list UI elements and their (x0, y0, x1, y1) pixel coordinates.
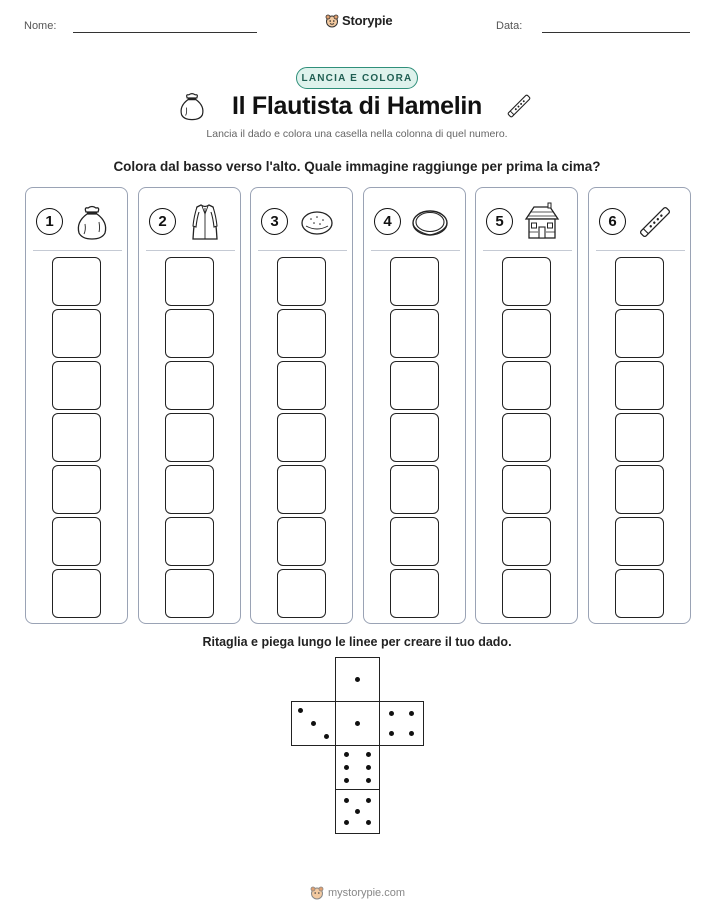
dice-pip (409, 711, 414, 716)
column-header (36, 202, 121, 242)
column-header (374, 202, 459, 242)
color-box[interactable] (502, 413, 551, 462)
dice-pip (366, 820, 371, 825)
dice-pip (344, 765, 349, 770)
color-box[interactable] (277, 413, 326, 462)
date-label: Data: (496, 20, 523, 32)
color-box[interactable] (502, 257, 551, 306)
column-6 (588, 187, 691, 624)
color-box[interactable] (502, 569, 551, 618)
storypie-mascot-icon (310, 886, 324, 900)
coin-icon (410, 202, 450, 242)
color-box[interactable] (165, 569, 214, 618)
color-box[interactable] (390, 465, 439, 514)
dice-pip (366, 778, 371, 783)
column-divider (371, 250, 460, 251)
robe-icon (185, 202, 225, 242)
dice-pip (344, 820, 349, 825)
dice-pip (355, 809, 360, 814)
column-header (149, 202, 234, 242)
column-4 (363, 187, 466, 624)
date-line (542, 32, 690, 33)
column-divider (596, 250, 685, 251)
color-box[interactable] (277, 465, 326, 514)
color-box[interactable] (52, 309, 101, 358)
dice-pip (344, 798, 349, 803)
storypie-mascot-icon (325, 14, 339, 28)
color-box[interactable] (390, 361, 439, 410)
dice-pip (324, 734, 329, 739)
column-5 (475, 187, 578, 624)
name-line (73, 32, 257, 33)
brand-name: Storypie (342, 13, 393, 28)
color-box[interactable] (502, 361, 551, 410)
column-3 (250, 187, 353, 624)
column-number: 3 (261, 208, 288, 235)
color-box[interactable] (52, 517, 101, 566)
footer-url: mystorypie.com (328, 887, 406, 899)
color-box[interactable] (165, 413, 214, 462)
color-box[interactable] (390, 569, 439, 618)
color-box[interactable] (615, 465, 664, 514)
column-1 (25, 187, 128, 624)
dice-pip (366, 765, 371, 770)
dice-pip (311, 721, 316, 726)
column-number: 4 (374, 208, 401, 235)
color-box[interactable] (615, 309, 664, 358)
color-box[interactable] (615, 569, 664, 618)
color-box[interactable] (52, 257, 101, 306)
dice-face-4 (379, 701, 424, 746)
color-box[interactable] (390, 413, 439, 462)
color-box[interactable] (165, 309, 214, 358)
page-title: Il Flautista di Hamelin (231, 92, 483, 120)
dice-instruction: Ritaglia e piega lungo le linee per creare il tuo dado. (202, 635, 512, 649)
brand-logo (325, 13, 392, 28)
subtitle: Lancia il dado e colora una casella nella colonna di quel numero. (206, 128, 508, 140)
column-header (261, 202, 346, 242)
dice-pip (344, 752, 349, 757)
column-header (486, 202, 571, 242)
dice-pip (355, 677, 360, 682)
color-box[interactable] (390, 257, 439, 306)
flute-icon (635, 202, 675, 242)
color-box[interactable] (52, 465, 101, 514)
house-icon (522, 202, 562, 242)
column-number: 1 (36, 208, 63, 235)
color-box[interactable] (615, 257, 664, 306)
column-header (599, 202, 684, 242)
column-number: 2 (149, 208, 176, 235)
activity-badge: LANCIA E COLORA (296, 67, 418, 89)
column-number: 5 (486, 208, 513, 235)
column-2 (138, 187, 241, 624)
question-text: Colora dal basso verso l'alto. Quale immagine raggiunge per prima la cima? (113, 159, 601, 174)
flute-icon (504, 90, 534, 122)
bread-icon (297, 202, 337, 242)
color-box[interactable] (502, 465, 551, 514)
dice-pip (344, 778, 349, 783)
color-box[interactable] (277, 517, 326, 566)
dice-face-1 (335, 701, 380, 746)
dice-face-1 (335, 657, 380, 702)
color-box[interactable] (165, 361, 214, 410)
dice-pip (389, 711, 394, 716)
dice-face-6 (335, 745, 380, 790)
column-number: 6 (599, 208, 626, 235)
color-box[interactable] (52, 569, 101, 618)
column-divider (146, 250, 235, 251)
dice-pip (366, 798, 371, 803)
color-box[interactable] (390, 517, 439, 566)
color-box[interactable] (52, 361, 101, 410)
color-box[interactable] (502, 309, 551, 358)
column-divider (33, 250, 122, 251)
name-label: Nome: (24, 20, 57, 32)
color-box[interactable] (52, 413, 101, 462)
dice-pip (409, 731, 414, 736)
color-box[interactable] (165, 465, 214, 514)
color-box[interactable] (615, 517, 664, 566)
dice-face-3 (291, 701, 336, 746)
color-box[interactable] (502, 517, 551, 566)
dice-pip (366, 752, 371, 757)
dice-pip (389, 731, 394, 736)
color-box[interactable] (615, 413, 664, 462)
column-divider (258, 250, 347, 251)
dice-pip (355, 721, 360, 726)
sack-icon (72, 202, 112, 242)
color-box[interactable] (165, 257, 214, 306)
dice-pip (298, 708, 303, 713)
color-box[interactable] (277, 309, 326, 358)
column-divider (483, 250, 572, 251)
color-box[interactable] (277, 257, 326, 306)
color-box[interactable] (390, 309, 439, 358)
footer (310, 886, 405, 900)
color-box[interactable] (277, 361, 326, 410)
color-box[interactable] (615, 361, 664, 410)
dice-face-5 (335, 789, 380, 834)
color-box[interactable] (277, 569, 326, 618)
color-box[interactable] (165, 517, 214, 566)
